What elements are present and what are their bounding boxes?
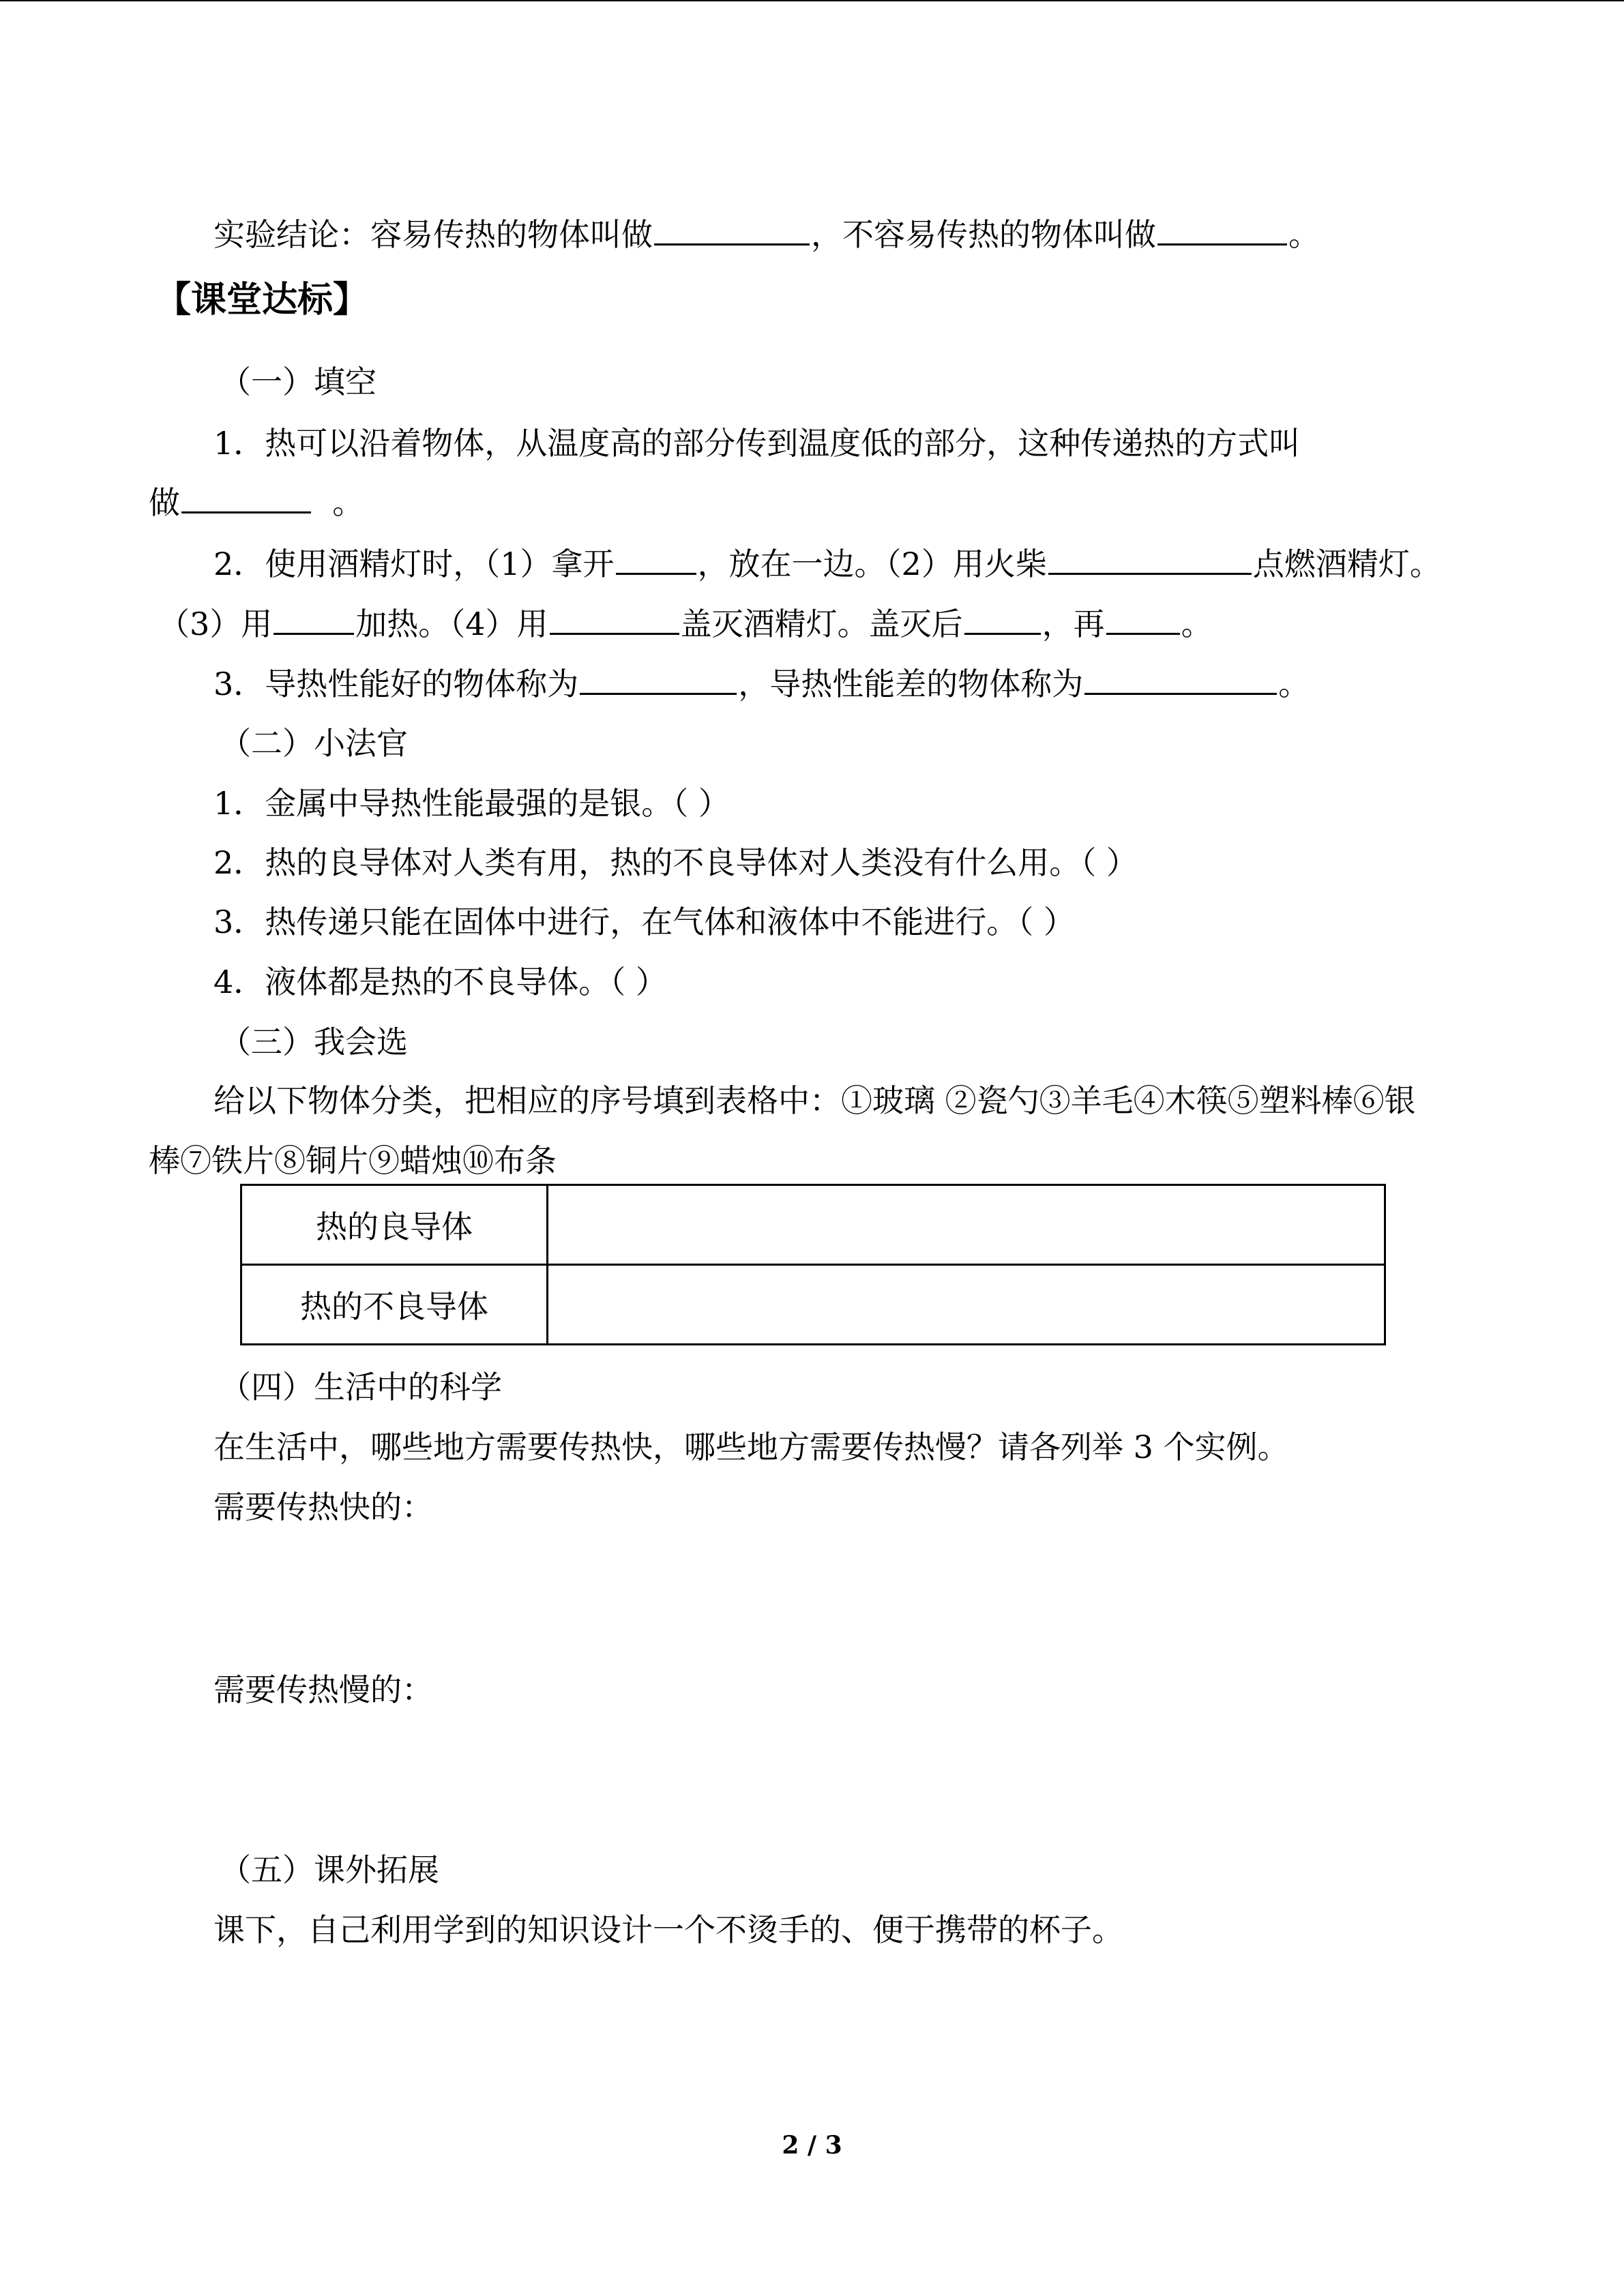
conclusion-blank-1[interactable] — [654, 213, 810, 245]
part4-title: （四）生活中的科学 — [220, 1369, 502, 1405]
part4-question: 在生活中，哪些地方需要传热快，哪些地方需要传热慢？请各列举 3 个实例。 — [213, 1429, 1289, 1465]
conclusion-mid: ，不容易传热的物体叫做 — [811, 216, 1156, 253]
q2-text-1: 2．使用酒精灯时，（1）拿开 — [213, 546, 615, 582]
classification-table — [240, 1184, 1386, 1345]
part1-q1-line1: 1．热可以沿着物体，从温度高的部分传到温度低的部分，这种传递热的方式叫 — [213, 425, 1301, 462]
q1-prefix: 做 — [149, 484, 180, 521]
poor-conductor-answer[interactable] — [548, 1265, 1385, 1345]
part5-text: 课下，自己利用学到的知识设计一个不烫手的、便于携带的杯子。 — [213, 1911, 1123, 1948]
q2-text-4: （3）用 — [158, 606, 273, 642]
q2-blank-3[interactable] — [274, 603, 354, 635]
q2-blank-2[interactable] — [1048, 543, 1252, 575]
q2-blank-1[interactable] — [616, 543, 696, 575]
judge-item: 1．金属中导热性能最强的是银。（ ） — [213, 785, 730, 822]
slow-heat-label: 需要传热慢的： — [213, 1671, 433, 1708]
q3-text-1: 3．导热性能好的物体称为 — [213, 666, 579, 702]
q2-text-8: 。 — [1181, 606, 1213, 642]
q2-text-2: ，放在一边。（2）用火柴 — [697, 546, 1047, 582]
part3-instructions-line1: 给以下物体分类，把相应的序号填到表格中：①玻璃 ②瓷勺③羊毛④木筷⑤塑料棒⑥银 — [213, 1082, 1416, 1119]
experiment-conclusion — [213, 213, 1320, 255]
part1-title: （一）填空 — [220, 363, 377, 400]
judge-item: 2．热的良导体对人类有用，热的不良导体对人类没有什么用。（ ） — [213, 844, 1138, 881]
table-row — [241, 1185, 1385, 1265]
q3-blank-1[interactable] — [580, 663, 737, 695]
part3-title: （三）我会选 — [220, 1024, 408, 1060]
q1-blank[interactable] — [181, 481, 311, 513]
part1-q2-line2 — [158, 603, 1213, 644]
q3-text-2: ，导热性能差的物体称为 — [738, 666, 1084, 702]
good-conductor-label: 热的良导体 — [241, 1185, 548, 1265]
conclusion-prefix: 实验结论：容易传热的物体叫做 — [213, 216, 653, 253]
part1-q2-line1 — [213, 543, 1441, 584]
good-conductor-answer[interactable] — [548, 1185, 1385, 1265]
q3-text-3: 。 — [1278, 666, 1310, 702]
part2-title: （二）小法官 — [220, 725, 408, 762]
conclusion-end: 。 — [1288, 216, 1320, 253]
q2-blank-4[interactable] — [550, 603, 679, 635]
q1-end: 。 — [332, 484, 364, 521]
part5-title: （五）课外拓展 — [220, 1851, 439, 1888]
q3-blank-2[interactable] — [1084, 663, 1277, 695]
judge-item: 3．热传递只能在固体中进行，在气体和液体中不能进行。（ ） — [213, 904, 1075, 940]
q2-blank-5[interactable] — [964, 603, 1041, 635]
part3-instructions-line2: 棒⑦铁片⑧铜片⑨蜡烛⑩布条 — [149, 1142, 557, 1179]
fast-heat-label: 需要传热快的： — [213, 1489, 433, 1525]
q2-text-3: 点燃酒精灯。 — [1252, 546, 1441, 582]
q2-text-7: ，再 — [1042, 606, 1105, 642]
table-row — [241, 1265, 1385, 1345]
q2-text-6: 盖灭酒精灯。盖灭后 — [680, 606, 963, 642]
judge-item: 4．液体都是热的不良导体。（ ） — [213, 964, 667, 1000]
part1-q1-line2 — [149, 481, 364, 523]
q2-text-5: 加热。（4）用 — [355, 606, 548, 642]
poor-conductor-label: 热的不良导体 — [241, 1265, 548, 1345]
page-number: 2 / 3 — [782, 2131, 842, 2160]
page-top-border — [0, 0, 1624, 1]
conclusion-blank-2[interactable] — [1157, 213, 1287, 245]
part1-q3 — [213, 663, 1310, 704]
section-title: 【课堂达标】 — [156, 279, 369, 320]
q2-blank-6[interactable] — [1106, 603, 1180, 635]
